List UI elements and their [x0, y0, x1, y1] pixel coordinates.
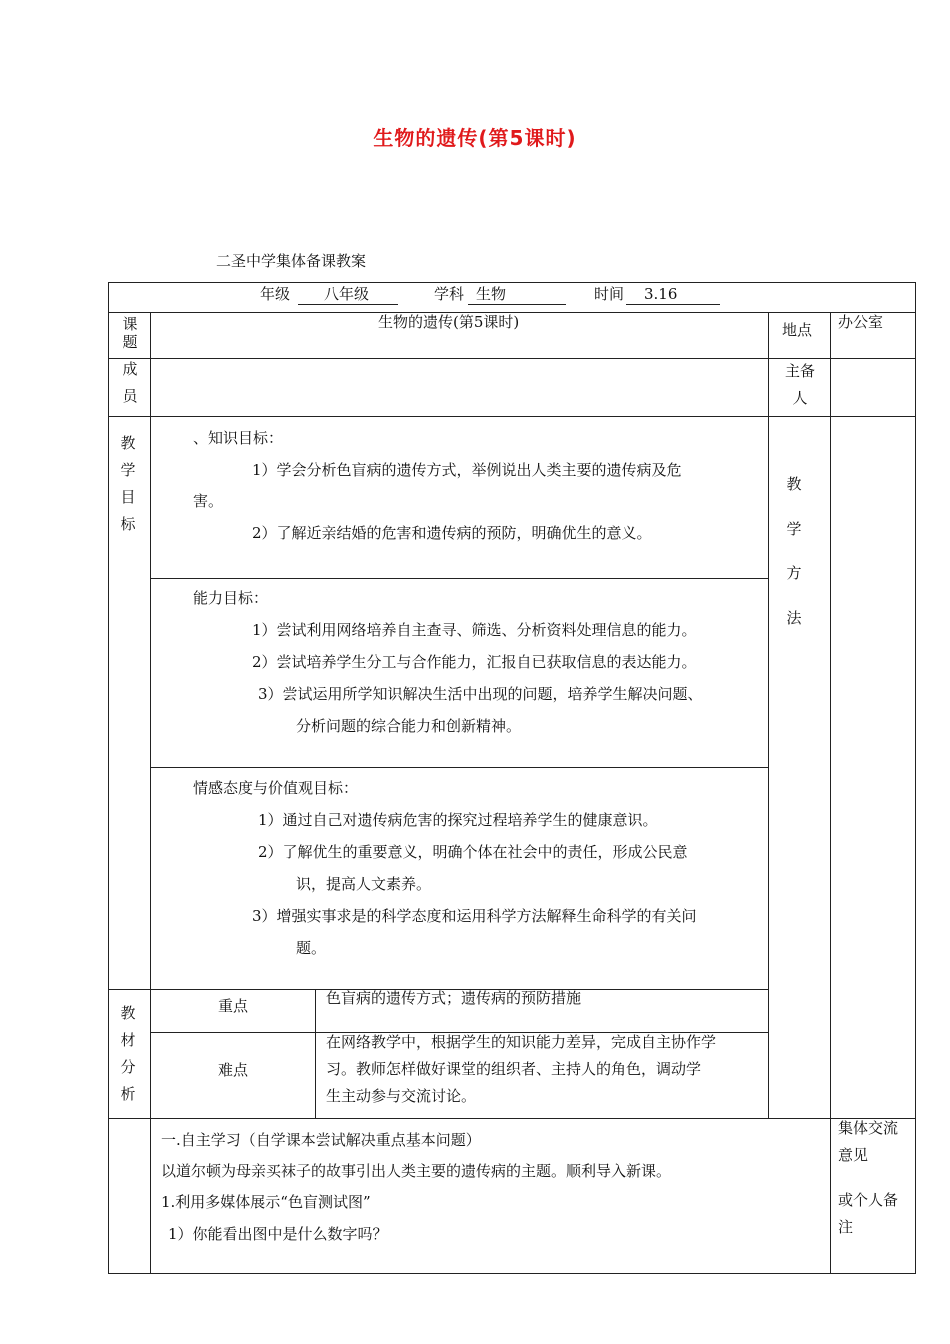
- difficult-line-3: 生主动参与交流讨论。: [326, 1087, 477, 1105]
- grade-value: 八年级: [298, 284, 398, 305]
- knowledge-heading: 、知识目标：: [193, 429, 284, 447]
- process-line-3: 1.利用多媒体展示“色盲测试图”: [161, 1193, 371, 1211]
- lead-preparer-label: 主备人: [784, 362, 815, 407]
- school-line: 二圣中学集体备课教案: [216, 252, 367, 270]
- process-line-4: 1）你能看出图中是什么数字吗？: [168, 1225, 388, 1243]
- ability-item-3-line-2: 分析问题的综合能力和创新精神。: [296, 717, 522, 735]
- emotion-item-1: 1）通过自己对遗传病危害的探究过程培养学生的健康意识。: [258, 811, 658, 829]
- emotion-heading: 情感态度与价值观目标：: [193, 779, 359, 797]
- emotion-item-3-line-1: 3）增强实事求是的科学态度和运用科学方法解释生命科学的有关问: [252, 907, 697, 925]
- difficult-line-1: 在网络教学中，根据学生的知识能力差异，完成自主协作学: [326, 1033, 717, 1051]
- key-point-label: 重点: [218, 997, 249, 1015]
- topic-value: 生物的遗传(第5课时): [378, 313, 520, 331]
- emotion-item-2-line-1: 2）了解优生的重要意义，明确个体在社会中的责任，形成公民意: [258, 843, 688, 861]
- place-label: 地点: [782, 321, 813, 339]
- subject-label: 学科: [434, 285, 465, 303]
- topic-label: 课题: [122, 315, 138, 351]
- side-note-line-2: 意见: [838, 1146, 869, 1164]
- analysis-label: 教材分析: [120, 1004, 136, 1103]
- key-point-value: 色盲病的遗传方式；遗传病的预防措施: [326, 989, 582, 1007]
- ability-item-3-line-1: 3）尝试运用所学知识解决生活中出现的问题，培养学生解决问题、: [258, 685, 703, 703]
- ability-heading: 能力目标：: [193, 589, 269, 607]
- members-label: 成员: [122, 360, 138, 405]
- page-title: 生物的遗传(第5课时): [373, 126, 577, 150]
- subject-value: 生物: [468, 284, 566, 305]
- difficult-point-label: 难点: [218, 1061, 249, 1079]
- emotion-item-2-line-2: 识，提高人文素养。: [296, 875, 432, 893]
- side-note-line-4: 注: [838, 1218, 854, 1236]
- knowledge-item-2: 2）了解近亲结婚的危害和遗传病的预防，明确优生的意义。: [252, 524, 652, 542]
- ability-item-1: 1）尝试利用网络培养自主查寻、筛选、分析资料处理信息的能力。: [252, 621, 697, 639]
- time-value: 3.16: [626, 284, 720, 305]
- side-note-line-1: 集体交流: [838, 1119, 899, 1137]
- grade-label: 年级: [260, 285, 291, 303]
- knowledge-item-1-line-1: 1）学会分析色盲病的遗传方式，举例说出人类主要的遗传病及危: [252, 461, 682, 479]
- time-label: 时间: [594, 285, 625, 303]
- side-note-line-3: 或个人备: [838, 1191, 899, 1209]
- process-line-2: 以道尔顿为母亲买袜子的故事引出人类主要的遗传病的主题。顺利导入新课。: [161, 1162, 672, 1180]
- process-line-1: 一.自主学习（自学课本尝试解决重点基本问题）: [161, 1131, 481, 1149]
- difficult-line-2: 习。教师怎样做好课堂的组织者、主持人的角色，调动学: [326, 1060, 702, 1078]
- ability-item-2: 2）尝试培养学生分工与合作能力，汇报自已获取信息的表达能力。: [252, 653, 697, 671]
- emotion-item-3-line-2: 题。: [296, 939, 327, 957]
- knowledge-item-1-line-2: 害。: [193, 492, 224, 510]
- objectives-label: 教学目标: [120, 434, 136, 533]
- teaching-method-label: 教学方法: [786, 475, 802, 627]
- place-value: 办公室: [838, 313, 884, 331]
